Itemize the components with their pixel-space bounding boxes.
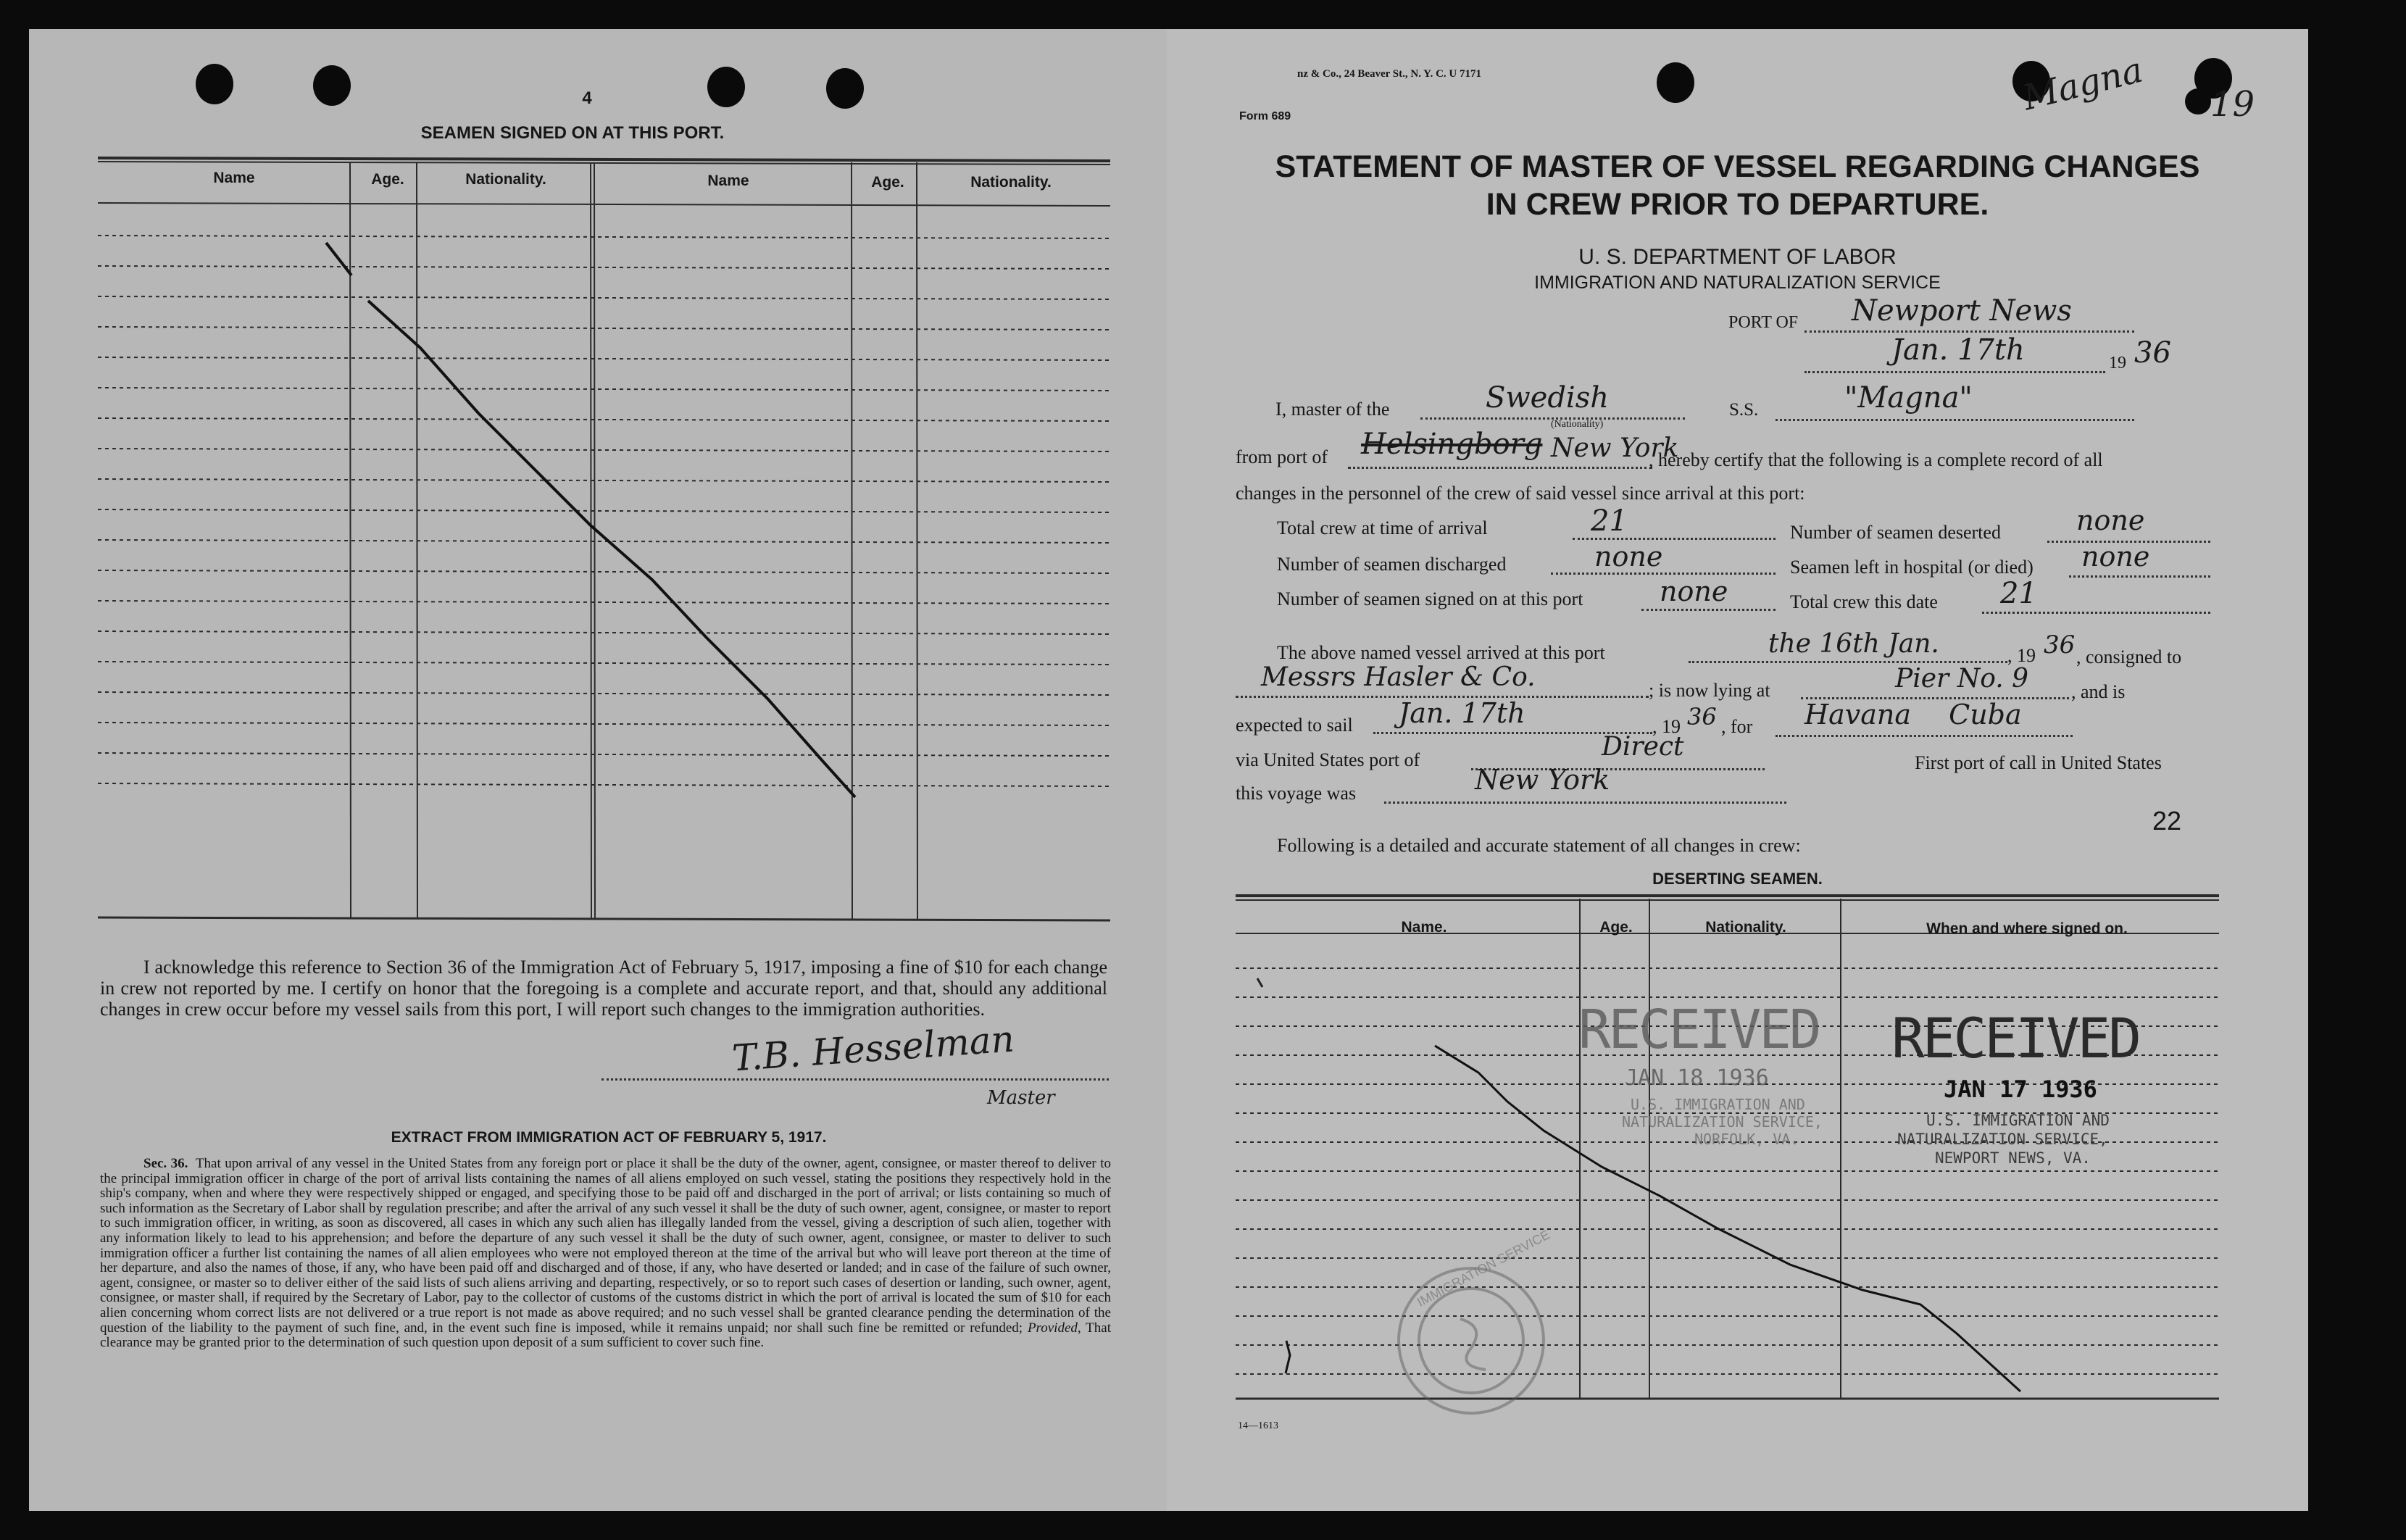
- arrived-year-printed: , 19: [2007, 645, 2036, 666]
- rule-line: [98, 479, 1110, 482]
- rule-line: [98, 296, 1110, 299]
- faded-seal: [1399, 1268, 1544, 1413]
- col-age-1: Age.: [371, 171, 404, 188]
- certify-text-2: changes in the personnel of the crew of said vessel since arrival at this port:: [1236, 483, 1805, 504]
- expected-year-value: 36: [1687, 703, 1717, 731]
- expected-value: Jan. 17th: [1399, 697, 1525, 729]
- master-label: Master: [987, 1087, 1055, 1109]
- col-nationality-1: Nationality.: [465, 171, 546, 188]
- department: U. S. DEPARTMENT OF LABOR: [1578, 245, 1897, 269]
- signed-on-value: none: [1660, 575, 1728, 607]
- consigned-label: , consigned to: [2076, 646, 2182, 667]
- year-printed: 19: [2109, 354, 2126, 372]
- arrived-year-value: 36: [2044, 630, 2076, 659]
- stamp-line: NEWPORT NEWS, VA.: [1935, 1149, 2091, 1167]
- corner-note: Magna: [2018, 49, 2147, 119]
- rule-line: [98, 723, 1110, 725]
- rule-line: [594, 162, 595, 919]
- rule-line: [98, 662, 1110, 665]
- rule-line: [98, 692, 1110, 695]
- nationality-value: Swedish: [1486, 381, 1609, 415]
- from-port-struck: Helsingborg: [1361, 428, 1543, 461]
- date-value: Jan. 17th: [1891, 333, 2025, 367]
- expected-year-printed: , 19: [1652, 716, 1681, 737]
- lying-label: ; is now lying at: [1649, 680, 1770, 701]
- service: IMMIGRATION AND NATURALIZATION SERVICE: [1534, 272, 1941, 293]
- extract-title: EXTRACT FROM IMMIGRATION ACT OF FEBRUARY 5, 1917.: [391, 1129, 827, 1146]
- voyage-value: New York: [1475, 764, 1610, 796]
- hospital-value: none: [2081, 541, 2150, 573]
- following-text: Following is a detailed and accurate statement of all changes in crew:: [1277, 835, 1801, 856]
- extract-text: Sec. 36. That upon arrival of any vessel in the United States from any foreign port or place it shall be the duty of the owner, agent, consignee, or master thereof to deliver to the principal immigration officer in charge of the port of arrival lists containing the names of all aliens employed on such vessel, stating the positions they respectively hold in the ship's company, when and where they were respectively shipped or engaged, and specifying those to be paid off and discharged in the port of arrival; or lists containing so much of such information as the Secretary of Labor shall by regulation prescribe; and after the arrival of any such vessel it shall be the duty of such owner, agent, consignee, or master to report to such immigration officer, in writing, as soon as discovered, all cases in which any such alien has illegally landed from the vessel, giving a description of such alien, together with any information likely to lead to his apprehension; and before the departure of any such vessel it shall be the duty of such owner, agent, consignee, or master to deliver to such immigration officer a further list containing the names of all alien employees who were not employed thereon at the time of the arrival but who will leave port thereon at the time of her departure, and also the names of those, if any, who have been paid off and discharged and of those, if any, who have deserted or landed; and in case of the failure of such owner, agent, consignee, or master so to deliver either of the said lists of such aliens arriving and departing, respectively, or so to report such cases of desertion or landing, such owner, agent, consignee, or master shall, if required by the Secretary of Labor, pay to the collector of customs of the customs district in which the port of arrival is located the sum of $10 for each alien concerning whom correct lists are not delivered or a true report is not made as above required; and no such vessel shall be granted clearance pending the determination of the question of the liability to the payment of such fine, and, in the event such fine is imposed, while it remains unpaid; nor shall such fine be remitted or refunded; Provided, That clearance may be granted prior to the determination of such question upon deposit of a sum sufficient to cover such fine.: [100, 1156, 1111, 1351]
- rule-line: [98, 388, 1110, 391]
- stamp-word: RECEIVED: [1578, 999, 1820, 1061]
- tick-mark: [1257, 978, 1262, 987]
- rule-line: [98, 418, 1110, 421]
- ship-value: "Magna": [1844, 381, 1973, 415]
- printer-imprint: nz & Co., 24 Beaver St., N. Y. C. U 7171: [1297, 68, 1482, 80]
- title-line-2: IN CREW PRIOR TO DEPARTURE.: [1486, 187, 1989, 222]
- and-is-label: , and is: [2071, 681, 2126, 702]
- col-nationality-2: Nationality.: [970, 174, 1052, 191]
- title-line-1: STATEMENT OF MASTER OF VESSEL REGARDING CHANGES: [1275, 149, 2200, 184]
- certify-text: , hereby certify that the following is a complete record of all: [1649, 449, 2103, 470]
- via-value: Direct: [1602, 732, 1684, 762]
- master-of-label: I, master of the: [1275, 399, 1390, 420]
- voyage-label: this voyage was: [1236, 783, 1357, 804]
- rule-line: [98, 509, 1110, 512]
- right-page: [1167, 29, 2308, 1511]
- stamp-line: NATURALIZATION SERVICE,: [1897, 1131, 2108, 1148]
- deserting-col-age: Age.: [1599, 919, 1633, 936]
- acknowledgement: I acknowledge this reference to Section 36 of the Immigration Act of February 5, 1917, imposing a fine of $10 for each change in crew not reported by me. I certify on honor that the foregoing is a complete and accurate report, and that, should any additional changes in crew occur before my vessel sails from this port, I will report such changes to the immigration authorities.: [100, 957, 1107, 1020]
- form-number: Form 689: [1239, 110, 1291, 122]
- deserting-col-nationality: Nationality.: [1705, 919, 1786, 936]
- first-port-label: First port of call in United States: [1915, 752, 2162, 773]
- nationality-caption: (Nationality): [1551, 419, 1604, 430]
- master-signature: T.B. Hesselman: [730, 1017, 1016, 1080]
- arrived-value: the 16th Jan.: [1768, 629, 1939, 659]
- stamp-line: NATURALIZATION SERVICE,: [1622, 1113, 1823, 1131]
- arrived-label: The above named vessel arrived at this port: [1277, 642, 1605, 663]
- total-crew-arrival-value: 21: [1591, 504, 1628, 538]
- port-value: Newport News: [1852, 294, 2072, 328]
- rule-line: [98, 631, 1110, 634]
- right-margin-number: 22: [2152, 806, 2182, 836]
- rule-line: [98, 158, 1110, 161]
- from-port-value: New York: [1551, 433, 1679, 463]
- deserted-value: none: [2076, 504, 2145, 536]
- deserting-col-signed-on: When and where signed on.: [1926, 920, 2128, 937]
- hospital-label: Seamen left in hospital (or died): [1790, 557, 2034, 578]
- corner-number: 19: [2210, 84, 2255, 125]
- page-number: 4: [582, 88, 592, 108]
- rule-line: [98, 449, 1110, 451]
- rule-line: [98, 917, 1110, 920]
- signed-on-label: Number of seamen signed on at this port: [1277, 588, 1583, 609]
- discharged-value: none: [1594, 541, 1663, 573]
- consignee-value: Messrs Hasler & Co.: [1261, 662, 1536, 692]
- stamp-date: JAN 18 1936: [1625, 1065, 1769, 1091]
- rule-line: [98, 266, 1110, 269]
- rule-line: [98, 236, 1110, 238]
- lying-value: Pier No. 9: [1895, 664, 2029, 694]
- table-ruling: [98, 158, 1110, 920]
- stamp-line: U.S. IMMIGRATION AND: [1631, 1096, 1805, 1113]
- signed-on-table: [29, 29, 1167, 931]
- received-stamp-norfolk: [1578, 999, 1883, 1148]
- left-page: [29, 29, 1167, 1511]
- via-label: via United States port of: [1236, 749, 1420, 770]
- deserted-label: Number of seamen deserted: [1790, 522, 2001, 543]
- print-code: 14—1613: [1238, 1420, 1278, 1431]
- rule-line: [98, 601, 1110, 604]
- rule-line: [98, 540, 1110, 543]
- discharged-label: Number of seamen discharged: [1277, 554, 1507, 575]
- stamp-line: U.S. IMMIGRATION AND: [1926, 1112, 2110, 1129]
- col-age-2: Age.: [871, 174, 904, 191]
- rule-line: [98, 357, 1110, 360]
- ss-label: S.S.: [1729, 400, 1759, 420]
- deserting-table: [1167, 29, 2308, 1511]
- deserting-title: DESERTING SEAMEN.: [1652, 870, 1823, 888]
- deserting-col-name: Name.: [1401, 919, 1447, 936]
- destination-value: Havana Cuba: [1804, 699, 2022, 731]
- for-label: , for: [1721, 716, 1753, 737]
- total-crew-arrival-label: Total crew at time of arrival: [1277, 517, 1488, 538]
- rule-line: [98, 783, 1110, 786]
- col-name-1: Name: [213, 170, 255, 186]
- expected-label: expected to sail: [1236, 715, 1353, 736]
- col-name-2: Name: [707, 172, 749, 189]
- total-crew-date-value: 21: [2000, 577, 2037, 610]
- rule-line: [98, 570, 1110, 573]
- rule-line: [98, 753, 1110, 756]
- seal-text: IMMIGRATION SERVICE: [1415, 1227, 1552, 1310]
- rule-line: [98, 203, 1110, 206]
- port-of-label: PORT OF: [1728, 313, 1799, 332]
- section-title: SEAMEN SIGNED ON AT THIS PORT.: [420, 123, 725, 143]
- received-stamp-newport-news: [1891, 1006, 2196, 1167]
- year-value: 36: [2134, 336, 2171, 370]
- from-port-label: from port of: [1236, 446, 1328, 467]
- signature-line: [602, 1078, 1109, 1081]
- total-crew-date-label: Total crew this date: [1790, 591, 1938, 612]
- stamp-date: JAN 17 1936: [1944, 1075, 2097, 1103]
- stamp-line: NORFOLK, VA.: [1694, 1131, 1799, 1148]
- stamp-word: RECEIVED: [1891, 1006, 2140, 1070]
- rule-line: [98, 327, 1110, 330]
- rule-line: [98, 162, 1110, 165]
